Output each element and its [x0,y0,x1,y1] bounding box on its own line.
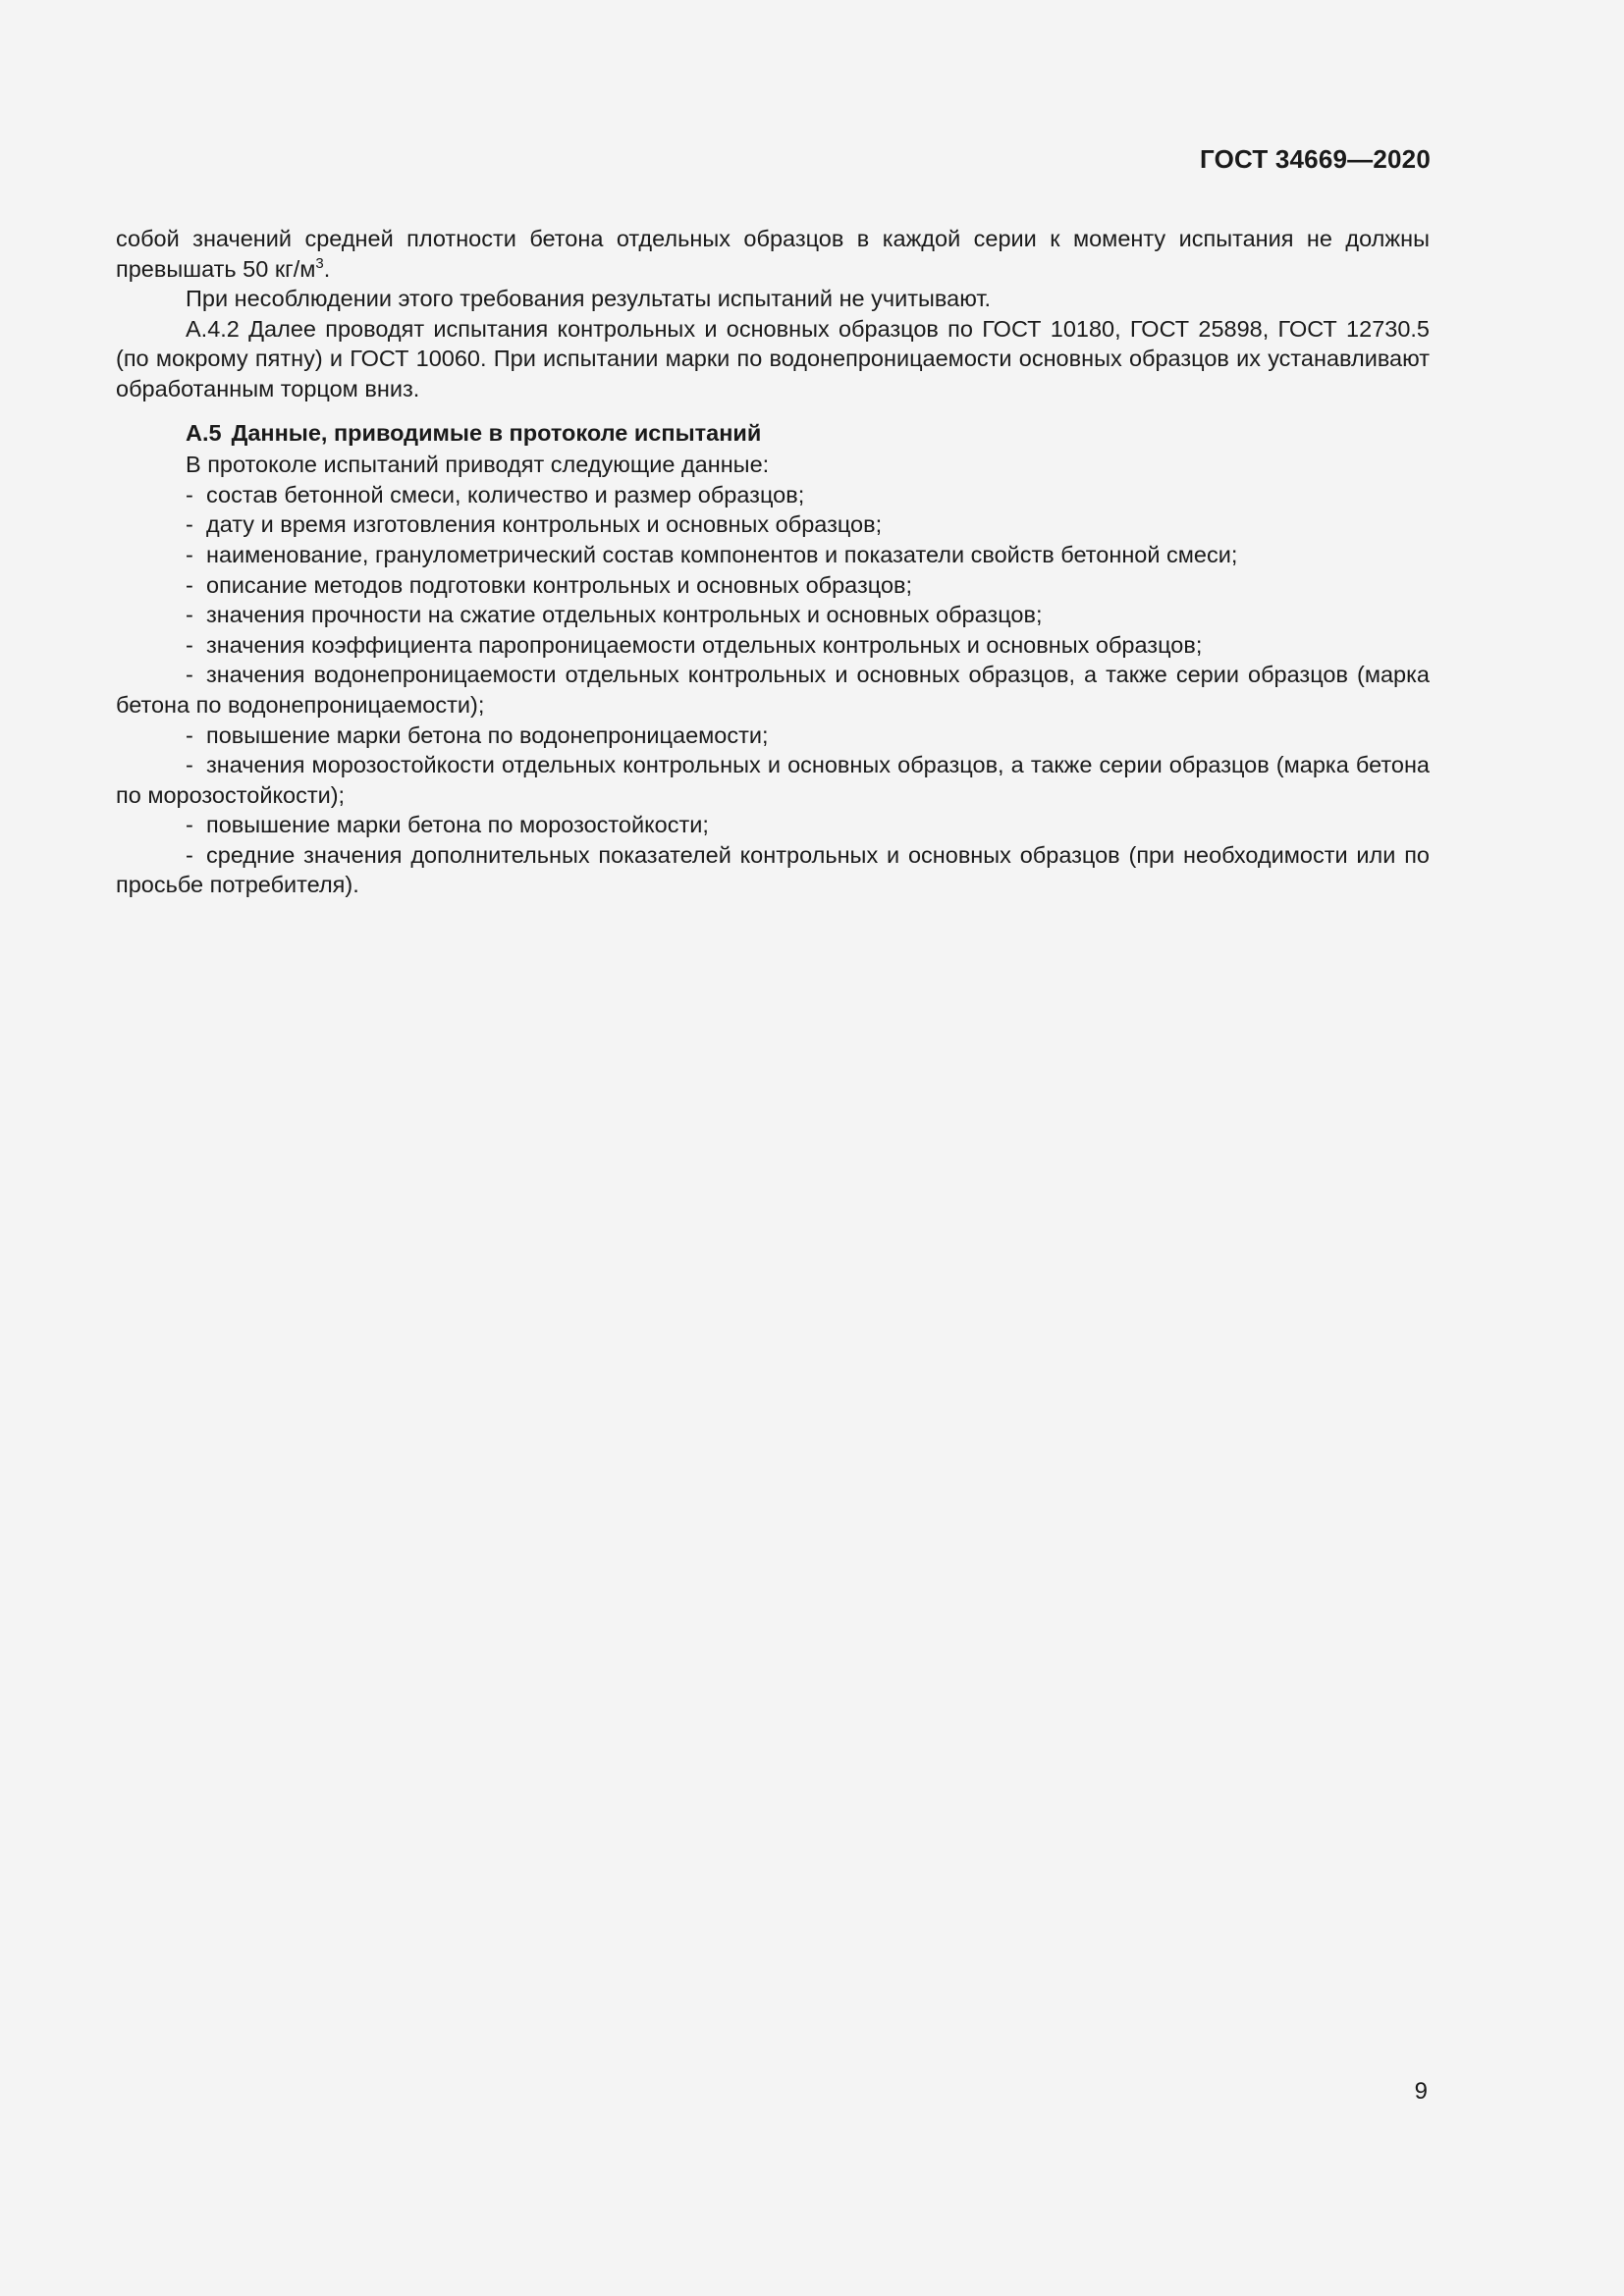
paragraph-a-4-2: А.4.2 Далее проводят испытания контрольных и основных образцов по ГОСТ 10180, ГОСТ 25898, ГОСТ 12730.5 (по мокрому пятну) и ГОСТ 10060. При испытании марки по водонепроницаемости основных образцов их устанавливают обработанным торцом вниз. [116,315,1430,401]
section-title: Данные, приводимые в протоколе испытаний [231,419,762,446]
list-dash: - [186,812,193,838]
list-item-text: значения водонепроницаемости отдельных контрольных и основных образцов, а также серии образцов (марка бетона по водонепроницаемости); [116,662,1430,718]
list-item [116,721,1430,751]
list-item [116,660,1430,720]
list-item-text: значения прочности на сжатие отдельных контрольных и основных образцов; [206,602,1043,628]
list-item [116,630,1430,661]
list-item [116,509,1430,540]
list-dash: - [186,631,193,658]
list-dash: - [186,841,193,868]
list-item-text: состав бетонной смеси, количество и размер образцов; [206,481,805,507]
list-dash: - [186,511,193,538]
page-number: 9 [1414,2078,1428,2105]
list-item-text: повышение марки бетона по водонепроницаемости; [206,721,769,748]
paragraph-density-text: собой значений средней плотности бетона отдельных образцов в каждой серии к моменту испытания не должны превышать 50 кг/м [116,226,1430,282]
list-item-text: значения морозостойкости отдельных контрольных и основных образцов, а также серии образцов (марка бетона по морозостойкости); [116,752,1430,808]
list-item [116,480,1430,510]
list-dash: - [186,602,193,628]
list-item-text: дату и время изготовления контрольных и основных образцов; [206,511,883,538]
paragraph-density-end: . [323,255,331,282]
list-dash: - [186,571,193,598]
paragraph-noncompliance: При несоблюдении этого требования результаты испытаний не учитывают. [186,286,992,312]
list-item [116,570,1430,601]
list-item-text: средние значения дополнительных показателей контрольных и основных образцов (при необходимости или по просьбе потребителя). [116,841,1430,898]
section-intro: В протоколе испытаний приводят следующие данные: [186,452,770,478]
list-dash: - [186,541,193,567]
list-item [116,840,1430,900]
list-dash: - [186,662,193,688]
list-item-text: описание методов подготовки контрольных и основных образцов; [206,571,913,598]
paragraph-density-requirement [116,224,1430,284]
list-item-text: значения коэффициента паропроницаемости отдельных контрольных и основных образцов; [206,631,1203,658]
section-heading-a-5 [116,418,1430,449]
list-item [116,600,1430,630]
list-item [116,750,1430,810]
list-dash: - [186,721,193,748]
list-item [116,810,1430,840]
list-item-text: повышение марки бетона по морозостойкости; [206,812,709,838]
document-code-header: ГОСТ 34669—2020 [1200,144,1431,174]
section-number: А.5 [186,419,222,446]
list-dash: - [186,481,193,507]
superscript-exponent: 3 [315,254,324,272]
list-dash: - [186,752,193,778]
document-body [116,224,1430,900]
list-item-text: наименование, гранулометрический состав компонентов и показатели свойств бетонной смеси; [206,541,1238,567]
report-data-list [116,480,1430,900]
list-item [116,540,1430,570]
